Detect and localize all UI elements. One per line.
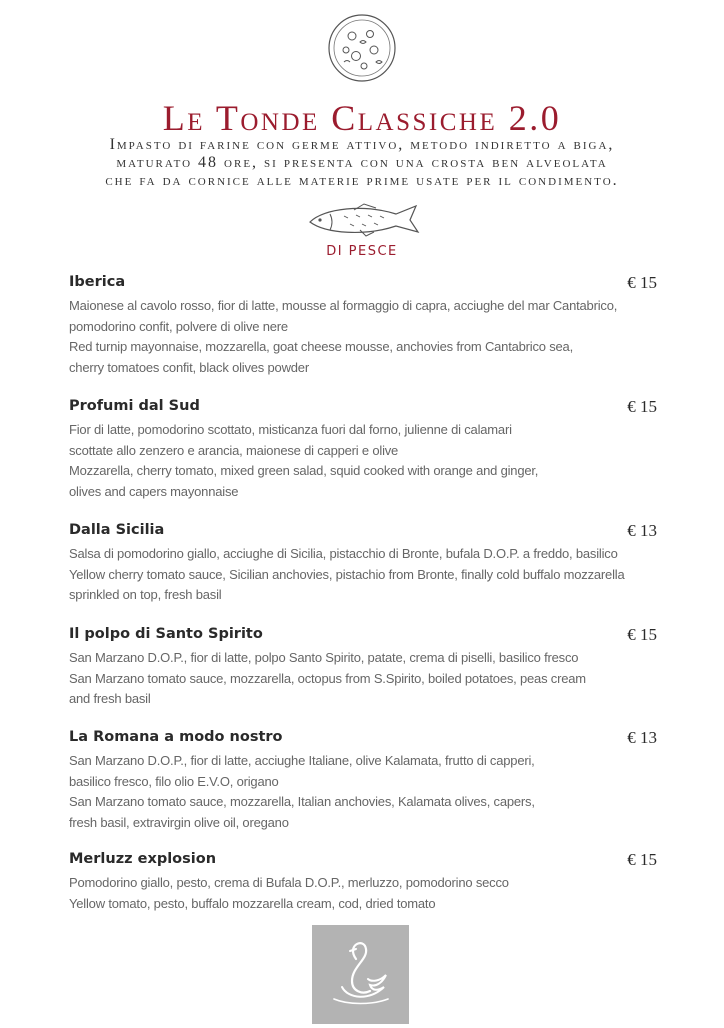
pizza-icon bbox=[326, 12, 398, 84]
intro-line: maturato 48 ore, si presenta con una crosta ben alveolata bbox=[116, 154, 608, 171]
description-line: San Marzano D.O.P., fior di latte, acciughe Italiane, olive Kalamata, frutto di capperi, bbox=[69, 753, 535, 768]
item-description bbox=[69, 296, 659, 379]
item-name: Dalla Sicilia bbox=[69, 522, 165, 538]
item-price: € 13 bbox=[627, 521, 657, 540]
item-name: Il polpo di Santo Spirito bbox=[69, 626, 263, 642]
description-line: Pomodorino giallo, pesto, crema di Bufala D.O.P., merluzzo, pomodorino secco bbox=[69, 875, 509, 890]
item-price: € 13 bbox=[627, 728, 657, 747]
menu-item bbox=[69, 851, 659, 914]
description-line: Mozzarella, cherry tomato, mixed green salad, squid cooked with orange and ginger, bbox=[69, 463, 539, 479]
description-line: fresh basil, extravirgin olive oil, oregano bbox=[69, 815, 289, 831]
menu-item bbox=[69, 626, 659, 710]
item-price: € 15 bbox=[627, 397, 657, 416]
description-line: cherry tomatoes confit, black olives powder bbox=[69, 360, 309, 376]
item-name: Merluzz explosion bbox=[69, 851, 217, 867]
menu-item bbox=[69, 274, 659, 379]
section-heading: DI PESCE bbox=[326, 244, 398, 259]
description-line: Maionese al cavolo rosso, fior di latte, mousse al formaggio di capra, acciughe del mar Cantabrico, bbox=[69, 298, 618, 313]
description-line: San Marzano tomato sauce, mozzarella, octopus from S.Spirito, boiled potatoes, peas cream bbox=[69, 670, 586, 686]
description-line: pomodorino confit, polvere di olive nere bbox=[69, 318, 288, 334]
description-line: San Marzano tomato sauce, mozzarella, Italian anchovies, Kalamata olives, capers, bbox=[69, 794, 535, 810]
intro-line: che fa da cornice alle materie prime usate per il condimento. bbox=[105, 172, 619, 189]
menu-title: Le Tonde Classiche 2.0 bbox=[162, 98, 562, 138]
item-description bbox=[69, 648, 659, 710]
description-line: San Marzano D.O.P., fior di latte, polpo Santo Spirito, patate, crema di piselli, basilico fresco bbox=[69, 650, 579, 665]
fish-icon bbox=[304, 198, 432, 242]
item-description bbox=[69, 751, 659, 834]
description-line: sprinkled on top, fresh basil bbox=[69, 587, 222, 603]
description-line: and fresh basil bbox=[69, 691, 151, 707]
item-name: Profumi dal Sud bbox=[69, 398, 200, 414]
item-description bbox=[69, 544, 659, 606]
menu-intro bbox=[0, 136, 724, 190]
description-line: Salsa di pomodorino giallo, acciughe di Sicilia, pistacchio di Bronte, bufala D.O.P. a freddo, basilico bbox=[69, 546, 618, 561]
item-name: La Romana a modo nostro bbox=[69, 729, 283, 745]
description-line: Red turnip mayonnaise, mozzarella, goat cheese mousse, anchovies from Cantabrico sea, bbox=[69, 339, 573, 355]
description-line: Fior di latte, pomodorino scottato, misticanza fuori dal forno, julienne di calamari bbox=[69, 422, 512, 437]
description-line: Yellow tomato, pesto, buffalo mozzarella cream, cod, dried tomato bbox=[69, 895, 436, 911]
description-line: Yellow cherry tomato sauce, Sicilian anchovies, pistachio from Bronte, finally cold buffalo mozzarella bbox=[69, 566, 625, 582]
description-line: olives and capers mayonnaise bbox=[69, 484, 239, 500]
description-line: scottate allo zenzero e arancia, maionese di capperi e olive bbox=[69, 442, 399, 458]
intro-line: Impasto di farine con germe attivo, metodo indiretto a biga, bbox=[109, 136, 615, 153]
item-description bbox=[69, 420, 659, 503]
menu-item bbox=[69, 522, 659, 606]
item-price: € 15 bbox=[627, 850, 657, 869]
item-price: € 15 bbox=[627, 273, 657, 292]
menu-item bbox=[69, 398, 659, 503]
item-description bbox=[69, 873, 659, 914]
description-line: basilico fresco, filo olio E.V.O, origano bbox=[69, 773, 279, 789]
menu-item bbox=[69, 729, 659, 834]
item-name: Iberica bbox=[69, 274, 126, 290]
swan-logo-icon bbox=[312, 925, 409, 1024]
item-price: € 15 bbox=[627, 625, 657, 644]
